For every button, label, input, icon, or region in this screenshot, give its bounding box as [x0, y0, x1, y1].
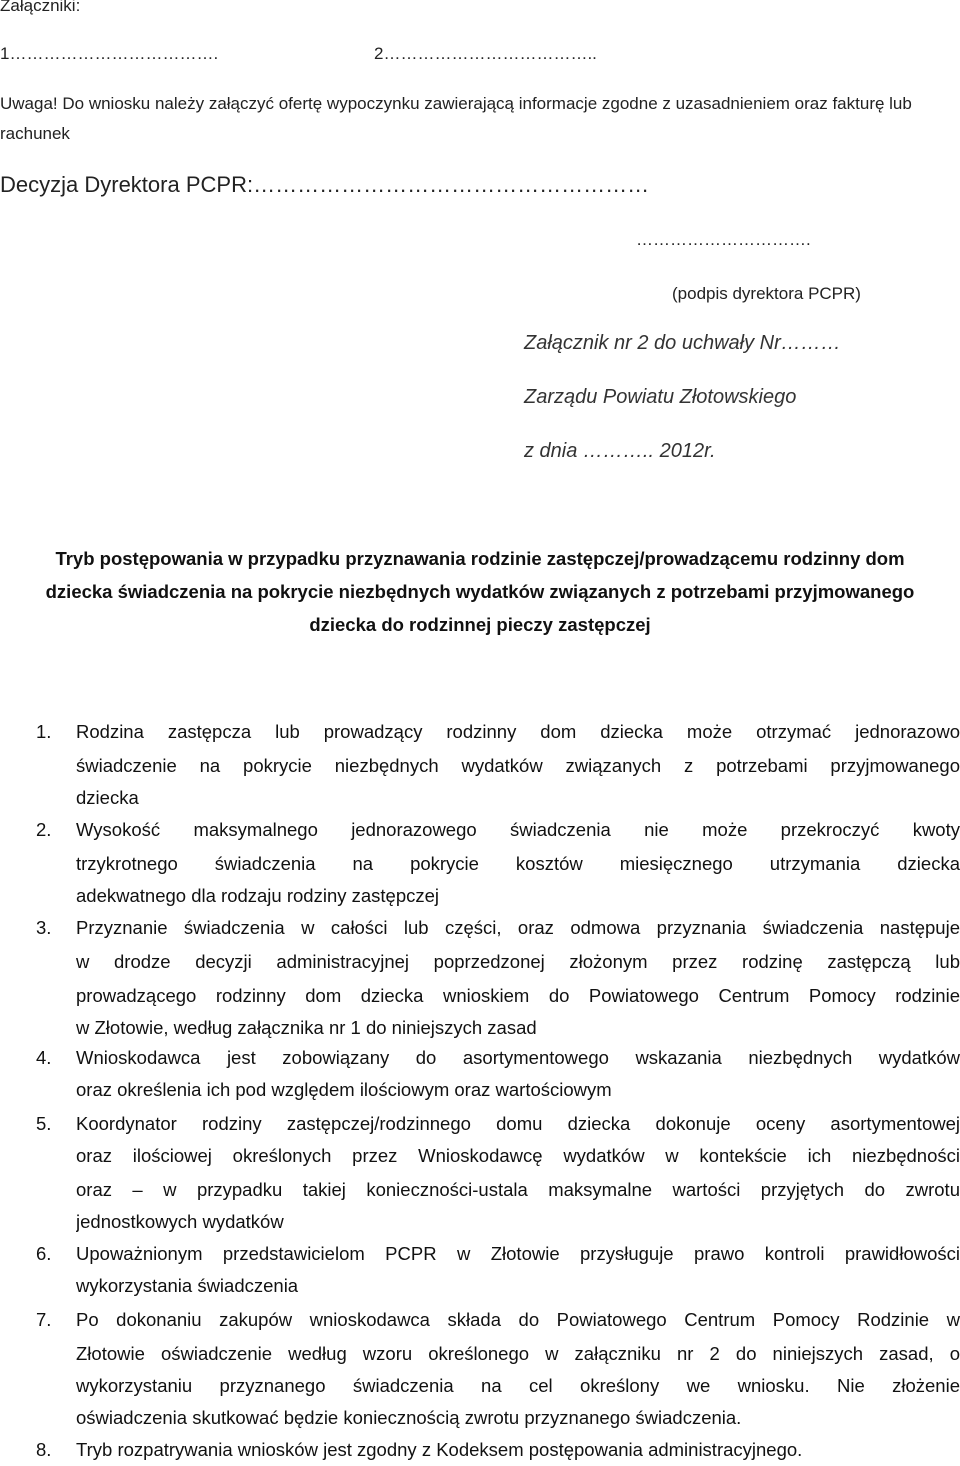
item-line: adekwatnego dla rodzaju rodziny zastępczej [76, 885, 440, 906]
item-line: w Złotowie, według załącznika nr 1 do niniejszych zasad [76, 1017, 537, 1038]
item-line: Przyznanie świadczenia w całości lub części, oraz odmowa przyznania świadczenia następuje [76, 917, 960, 938]
item-line: prowadzącego rodzinny dom dziecka wnioskiem do Powiatowego Centrum Pomocy rodzinie [76, 985, 960, 1006]
item-line: wykorzystaniu przyznanego świadczenia na cel określony we wniosku. Nie złożenie [76, 1375, 960, 1396]
item-line: oraz ilościowej określonych przez Wnioskodawcę wydatków w kontekście ich niezbędności [76, 1145, 960, 1166]
item-number: 3. [36, 917, 52, 938]
item-line: oraz określenia ich pod względem ilościowym oraz wartościowym [76, 1079, 612, 1100]
item-line: Tryb rozpatrywania wniosków jest zgodny z Kodeksem postępowania administracyjnego. [76, 1439, 803, 1460]
attachment-header-line-3: z dnia ……….. 2012r. [524, 440, 716, 462]
item-line: Po dokonaniu zakupów wnioskodawca składa do Powiatowego Centrum Pomocy Rodzinie w [76, 1309, 960, 1330]
item-line: w drodze decyzji administracyjnej poprzedzonej złożonym przez rodzinę zastępczą lub [76, 951, 960, 972]
item-line: Wysokość maksymalnego jednorazowego świadczenia nie może przekroczyć kwoty [76, 819, 960, 840]
item-line: dziecka [76, 787, 139, 808]
item-line: wykorzystania świadczenia [76, 1275, 299, 1296]
item-number: 7. [36, 1309, 52, 1330]
item-number: 1. [36, 721, 52, 742]
item-line: trzykrotnego świadczenia na pokrycie kosztów miesięcznego utrzymania dziecka [76, 853, 960, 874]
attachment-item-1: 1………………………………. [0, 44, 219, 63]
item-line: oświadczenia skutkować będzie koniecznością zwrotu przyznanego świadczenia. [76, 1407, 742, 1428]
item-line: Koordynator rodziny zastępczej/rodzinnego domu dziecka dokonuje oceny asortymentowej [76, 1113, 960, 1134]
item-line: jednostkowych wydatków [76, 1211, 284, 1232]
signature-dots: …………………………. [636, 230, 811, 249]
attachments-label: Załączniki: [0, 0, 81, 15]
item-line: Złotowie oświadczenie według wzoru określonego w załączniku nr 2 do niniejszych zasad, o [76, 1343, 960, 1364]
title-line-2: dziecka świadczenia na pokrycie niezbędnych wydatków związanych z potrzebami przyjmowanego [45, 581, 915, 602]
attachment-item-2: 2……………………………….. [374, 44, 597, 63]
item-number: 5. [36, 1113, 52, 1134]
item-line: świadczenie na pokrycie niezbędnych wydatków związanych z potrzebami przyjmowanego [76, 755, 960, 776]
item-number: 2. [36, 819, 52, 840]
item-number: 6. [36, 1243, 52, 1264]
item-number: 8. [36, 1439, 52, 1460]
item-line: Wnioskodawca jest zobowiązany do asortymentowego wskazania niezbędnych wydatków [76, 1047, 960, 1068]
note-line-2: rachunek [0, 124, 70, 143]
document-title [0, 542, 960, 641]
attachment-header-line-1: Załącznik nr 2 do uchwały Nr……… [524, 332, 841, 354]
decision-line: Decyzja Dyrektora PCPR:……………………………………………… [0, 172, 650, 197]
item-line: Upoważnionym przedstawicielom PCPR w Złotowie przysługuje prawo kontroli prawidłowości [76, 1243, 960, 1264]
signature-caption: (podpis dyrektora PCPR) [672, 284, 861, 303]
title-line-1: Tryb postępowania w przypadku przyznawania rodzinie zastępczej/prowadzącemu rodzinny dom [55, 548, 905, 569]
item-line: Rodzina zastępcza lub prowadzący rodzinny dom dziecka może otrzymać jednorazowo [76, 721, 960, 742]
attachment-header-line-2: Zarządu Powiatu Złotowskiego [524, 386, 797, 408]
title-line-3: dziecka do rodzinnej pieczy zastępczej [309, 614, 651, 635]
item-line: oraz – w przypadku takiej konieczności-ustala maksymalne wartości przyjętych do zwrotu [76, 1179, 960, 1200]
note-line-1: Uwaga! Do wniosku należy załączyć ofertę wypoczynku zawierającą informacje zgodne z uzasadnieniem oraz fakturę lub [0, 94, 912, 113]
item-number: 4. [36, 1047, 52, 1068]
